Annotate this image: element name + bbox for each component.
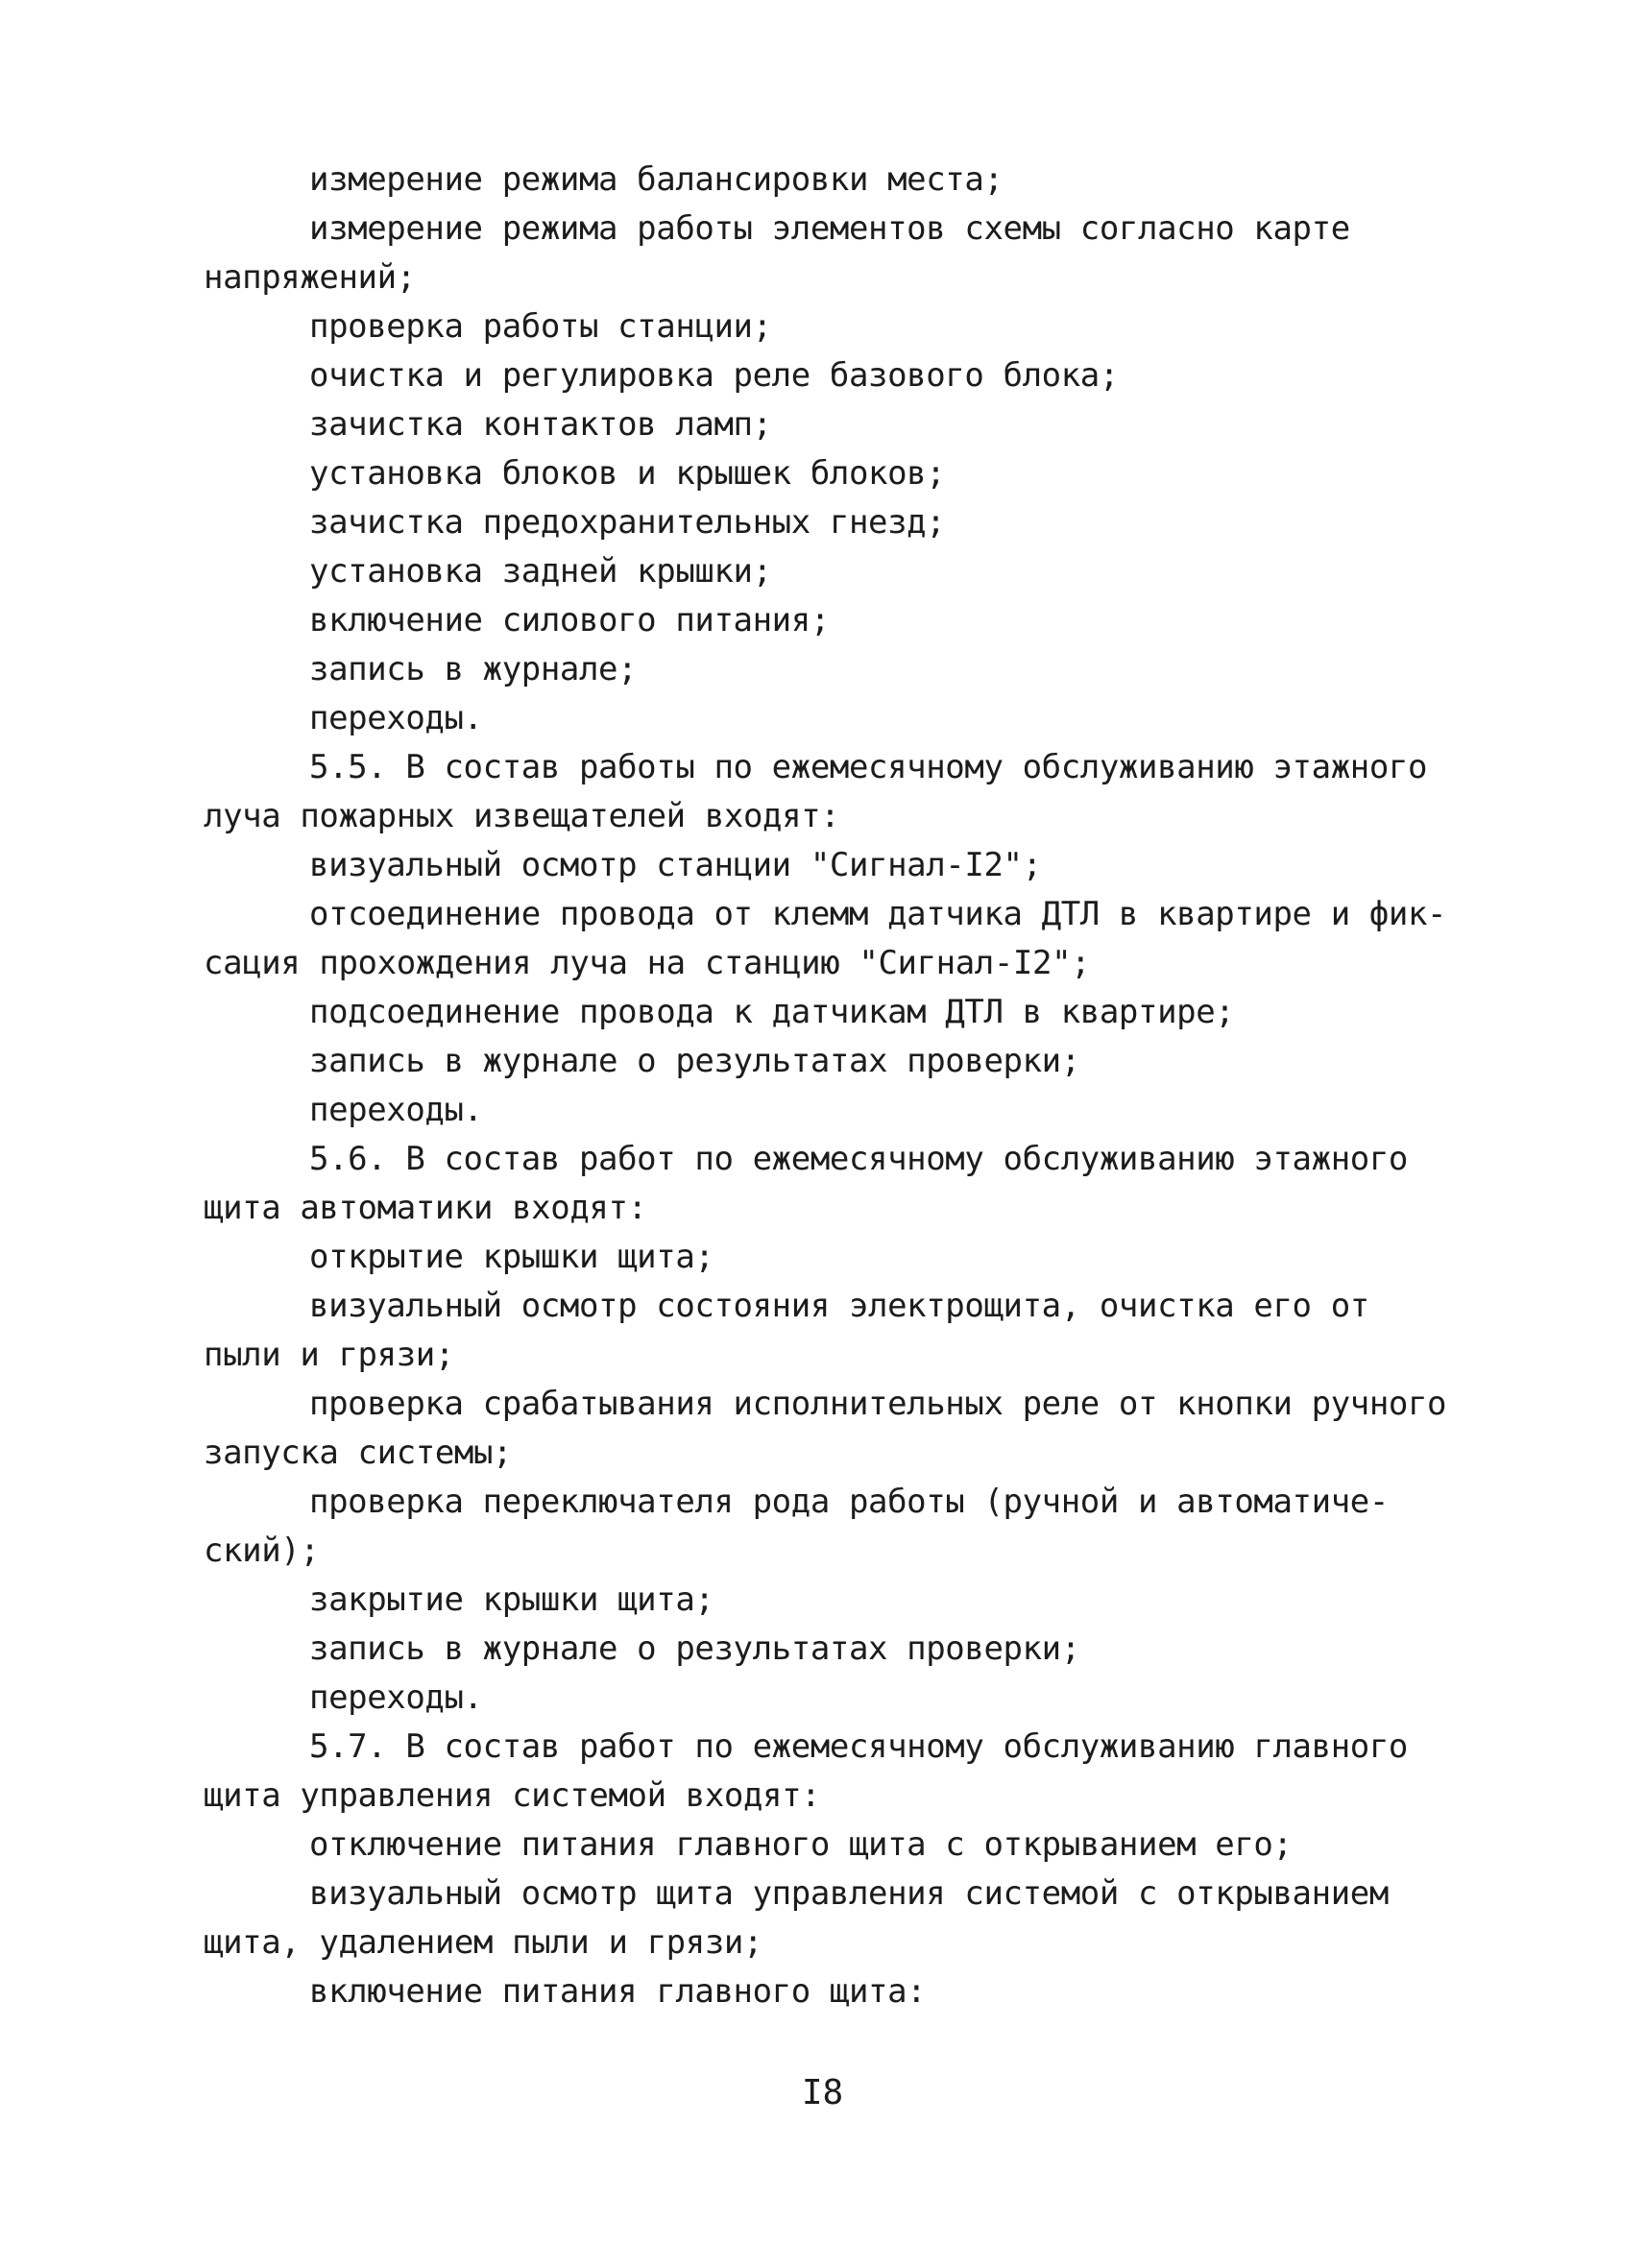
text-line: измерение режима работы элементов схемы согласно карте: [309, 209, 1350, 248]
text-line: пыли и грязи;: [204, 1336, 454, 1374]
text-line: 5.7. В состав работ по ежемесячному обслуживанию главного: [309, 1727, 1408, 1766]
body-text: [204, 156, 1510, 2016]
text-line: напряжений;: [204, 258, 416, 297]
text-line: установка задней крышки;: [309, 552, 772, 591]
text-line: визуальный осмотр состояния электрощита, очистка его от: [309, 1287, 1369, 1325]
text-line: зачистка предохранительных гнезд;: [309, 503, 946, 542]
text-line: переходы.: [309, 699, 483, 737]
page-number: I8: [801, 2073, 844, 2112]
text-line: очистка и регулировка реле базового блока;: [309, 356, 1119, 395]
text-line: отсоединение провода от клемм датчика ДТЛ в квартире и фик-: [309, 895, 1447, 933]
text-line: проверка переключателя рода работы (ручной и автоматиче-: [309, 1483, 1389, 1521]
text-line: включение питания главного щита:: [309, 1972, 927, 2011]
text-line: запись в журнале о результатах проверки;: [309, 1629, 1080, 1668]
text-line: измерение режима балансировки места;: [309, 160, 1004, 199]
text-line: отключение питания главного щита с открыванием его;: [309, 1825, 1293, 1864]
text-line: подсоединение провода к датчикам ДТЛ в квартире;: [309, 993, 1235, 1031]
text-line: проверка работы станции;: [309, 307, 772, 346]
text-line: закрытие крышки щита;: [309, 1580, 714, 1619]
text-line: щита автоматики входят:: [204, 1189, 647, 1227]
text-line: визуальный осмотр станции "Сигнал-I2";: [309, 846, 1042, 884]
text-line: включение силового питания;: [309, 601, 830, 639]
text-line: 5.6. В состав работ по ежемесячному обслуживанию этажного: [309, 1140, 1408, 1178]
text-line: запись в журнале;: [309, 650, 638, 688]
text-line: луча пожарных извещателей входят:: [204, 797, 840, 835]
text-line: 5.5. В состав работы по ежемесячному обслуживанию этажного: [309, 748, 1428, 786]
text-line: щита управления системой входят:: [204, 1776, 821, 1815]
text-line: открытие крышки щита;: [309, 1238, 714, 1276]
text-line: сация прохождения луча на станцию "Сигнал-I2";: [204, 944, 1091, 982]
text-line: визуальный осмотр щита управления системой с открыванием: [309, 1874, 1389, 1913]
text-line: переходы.: [309, 1678, 483, 1717]
text-line: переходы.: [309, 1091, 483, 1129]
text-line: установка блоков и крышек блоков;: [309, 454, 946, 493]
text-line: ский);: [204, 1532, 320, 1570]
text-line: проверка срабатывания исполнительных реле от кнопки ручного: [309, 1385, 1447, 1423]
text-line: зачистка контактов ламп;: [309, 405, 772, 444]
text-line: запуска системы;: [204, 1434, 513, 1472]
text-line: запись в журнале о результатах проверки;: [309, 1042, 1080, 1080]
text-line: щита, удалением пыли и грязи;: [204, 1923, 763, 1962]
